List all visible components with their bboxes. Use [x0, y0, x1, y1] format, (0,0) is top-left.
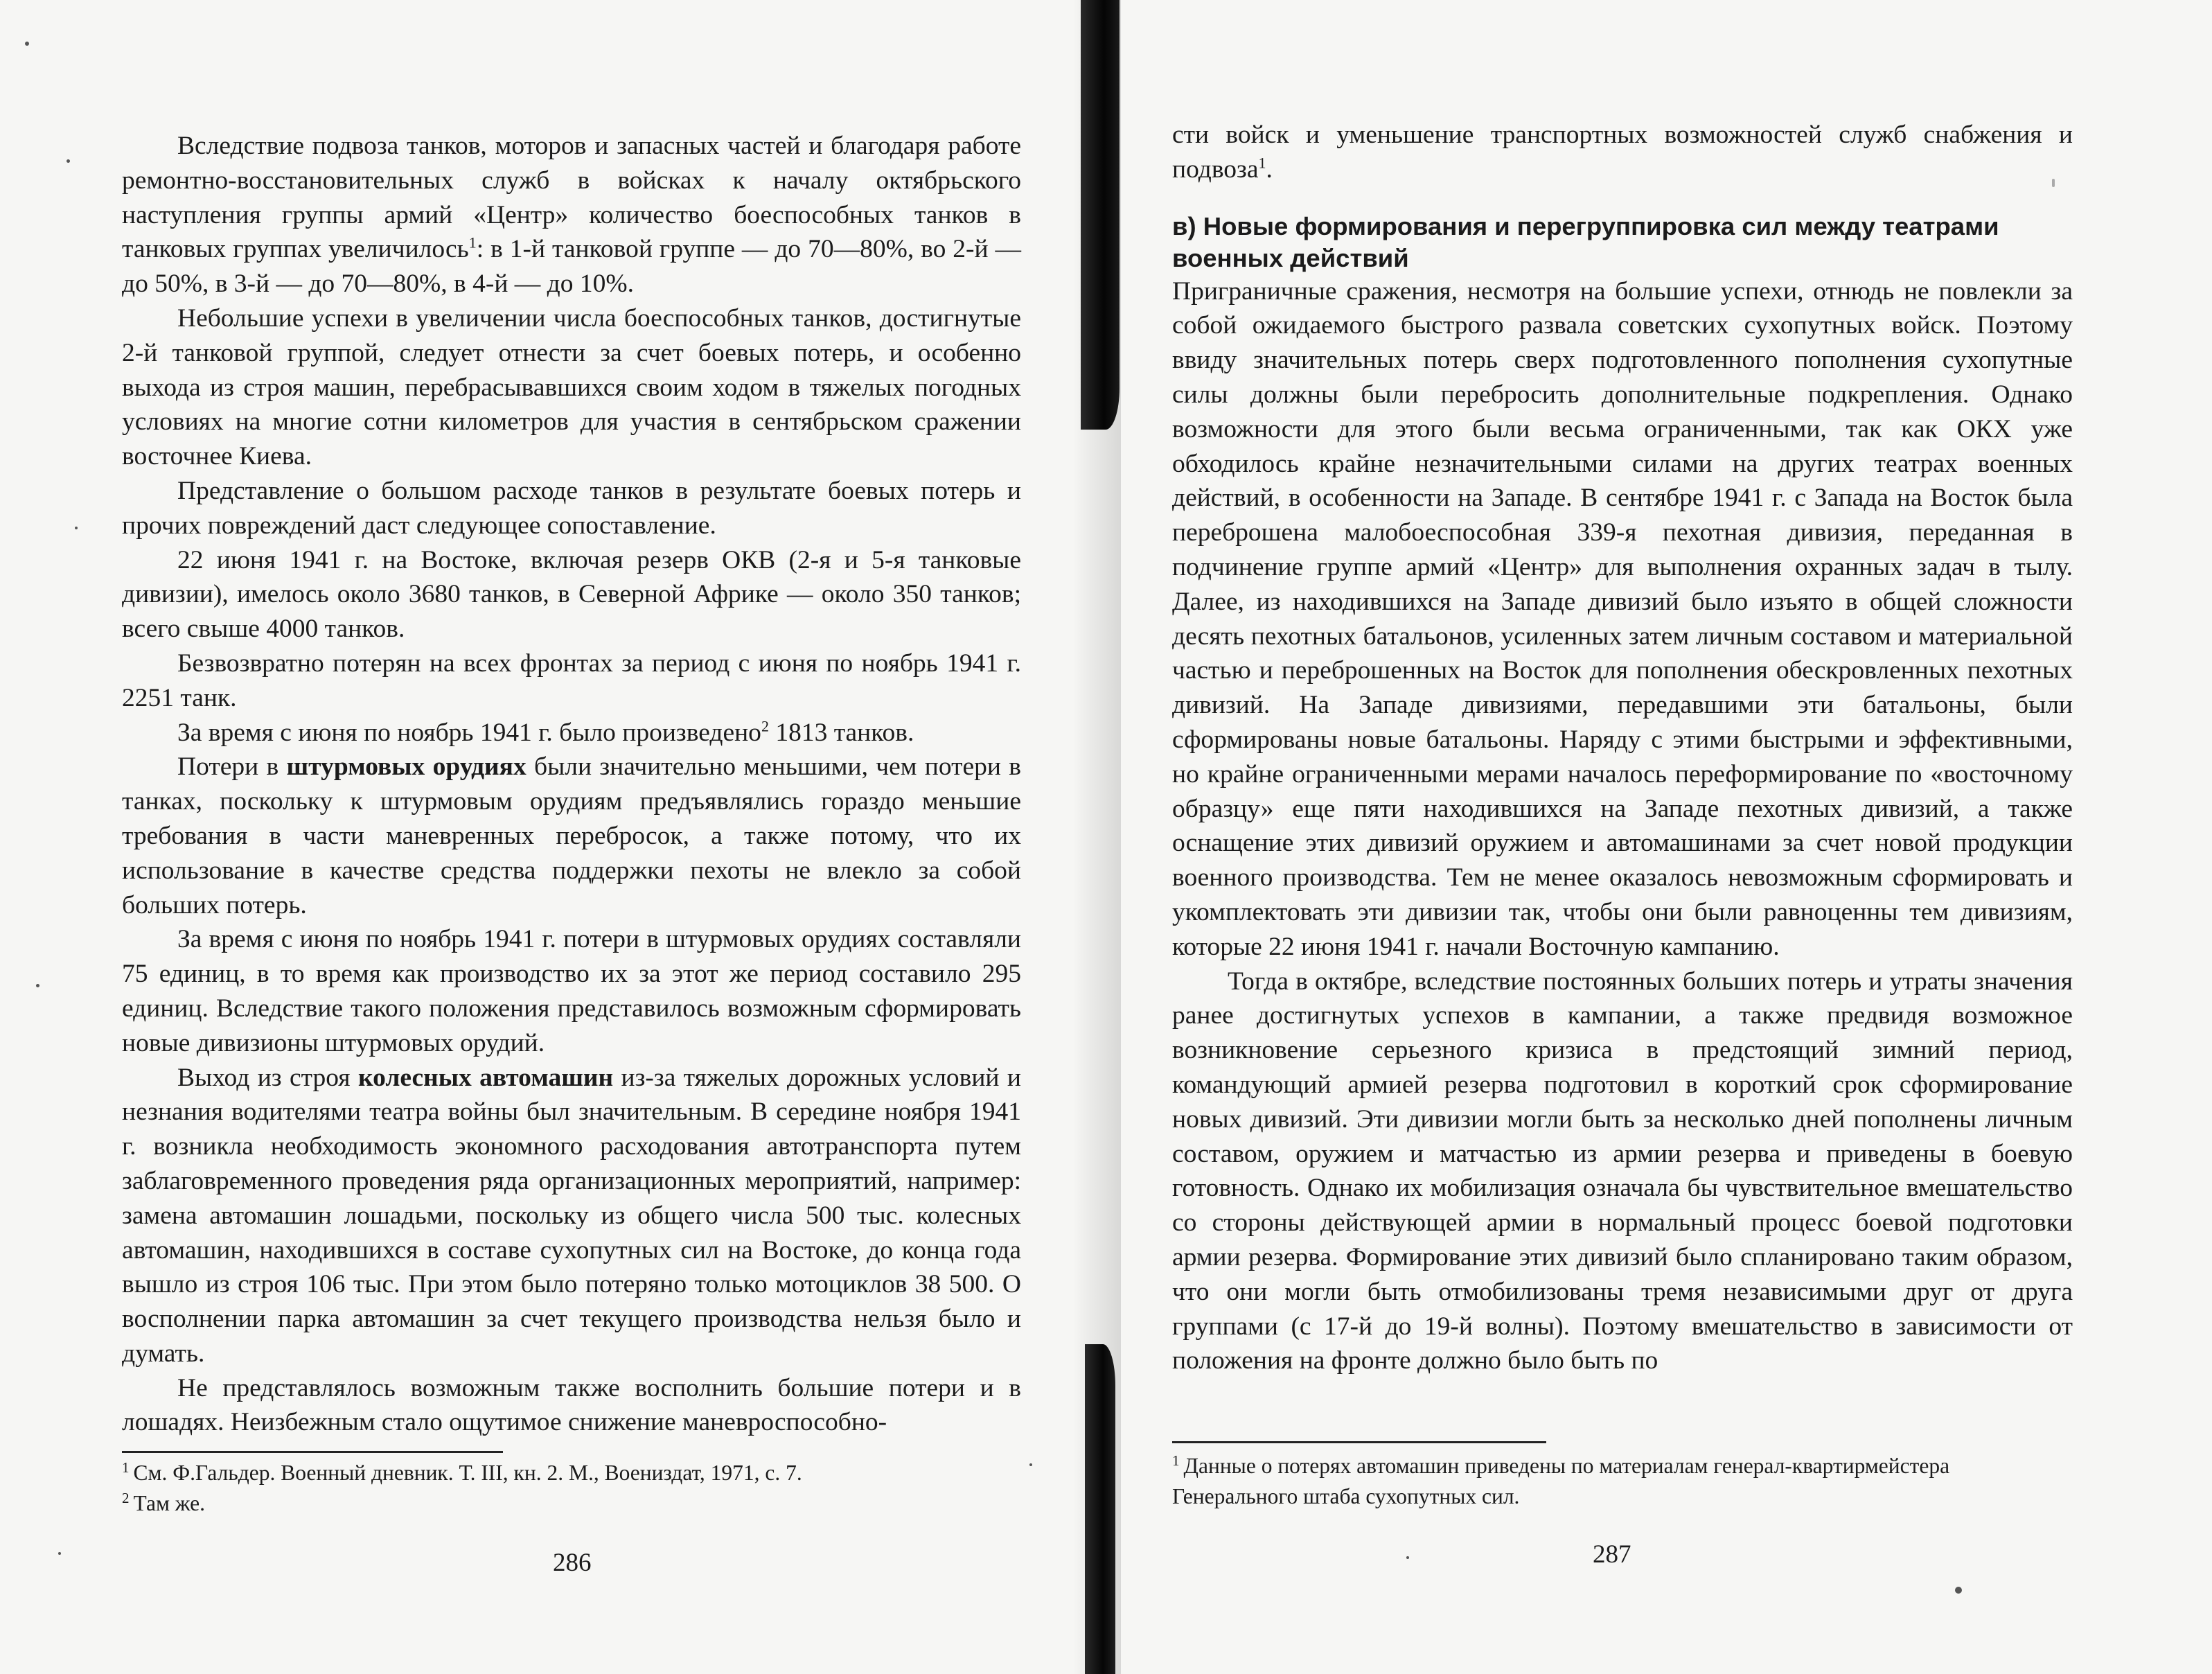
- footnote: [122, 1488, 1021, 1519]
- left-footnote-rule: [122, 1451, 503, 1453]
- scan-speck: [75, 527, 78, 529]
- footnote-text: См. Ф.Гальдер. Военный дневник. Т. III, кн. 2. М., Воениздат, 1971, с. 7.: [133, 1461, 802, 1485]
- scan-speck: [1406, 1556, 1409, 1559]
- emphasis-text: штурмовых орудиях: [286, 752, 527, 782]
- scan-speck: [1955, 1587, 1962, 1594]
- text-run: Вследствие подвоза танков, моторов и запасных частей и благодаря работе ремонтно-восстановительных служб в войсках к началу октябрьского наступления группы армий «Центр» количество боеспособных танков в танковых группах увеличилось: [122, 132, 1021, 264]
- text-run: 22 июня 1941 г. на Востоке, включая резерв ОКВ (2-я и 5-я танковые дивизии), имелось около 3680 танков, в Северной Африке — около 350 танков; всего свыше 4000 танков.: [122, 545, 1021, 644]
- text-run: Не представлялось возможным также восполнить большие потери и в лошадях. Неизбежным стало ощутимое снижение маневроспособно-: [122, 1373, 1021, 1437]
- text-run: Представление о большом расходе танков в результате боевых потерь и прочих повреждений даст следующее сопоставление.: [122, 476, 1021, 540]
- paragraph: [122, 1061, 1021, 1371]
- paragraph: [1172, 274, 2073, 964]
- right-footnotes: [1172, 1451, 2073, 1512]
- right-page: [1106, 0, 2212, 1674]
- right-page-number: 287: [1593, 1540, 1631, 1569]
- left-footnotes: [122, 1458, 1021, 1519]
- footnote: [122, 1458, 1021, 1488]
- left-page-body: [122, 129, 1021, 1440]
- paragraph: [122, 301, 1021, 474]
- text-run: : в 1-й танковой группе — до 70—80%, во 2-й — до 50%, в 3-й — до 70—80%, в 4-й — до 10%.: [122, 235, 1021, 299]
- paragraph: [122, 129, 1021, 301]
- paragraph: [122, 716, 1021, 750]
- text-run: Тогда в октябре, вследствие постоянных больших потерь и утраты значения ранее достигнутых успехов в кампании, а также предвидя возможное возникновение серьезного кризиса в предстоящий зимний период, командующий армией резерва подготовил в короткий срок сформирование новых дивизий. Эти дивизии могли быть за несколько дней пополнены личным составом, оружием и матчастью из армии резерва и приведены в боевую готовность. Однако их мобилизация означала бы чувствительное вмешательство со стороны действующей армии в нормальный процесс боевой подготовки армии резерва. Формирование этих дивизий было спланировано таким образом, что они могли быть отмобилизованы тремя независимыми друг от друга группами (с 17-й до 19-й волны). Поэтому вмешательство в зависимости от положения на фронте должно было быть по: [1172, 967, 2073, 1375]
- scan-speck: [58, 1552, 61, 1555]
- paragraph: [122, 474, 1021, 543]
- footnote-ref: 1: [1258, 154, 1266, 172]
- footnote-number: 1: [122, 1459, 130, 1476]
- footnote-ref: 2: [761, 717, 769, 735]
- paragraph: [122, 543, 1021, 646]
- right-footnote-rule: [1172, 1441, 1546, 1443]
- left-page-number: 286: [553, 1549, 592, 1577]
- footnote: [1172, 1451, 2073, 1512]
- text-run: были значительно меньшими, чем потери в танках, поскольку к штурмовым орудиям предъявлялись гораздо меньшие требования в части маневренных перебросок, а также потому, что их использование в качестве средства поддержки пехоты не влекло за собой больших потерь.: [122, 752, 1021, 919]
- footnote-number: 2: [122, 1489, 130, 1506]
- scan-speck: [67, 159, 70, 163]
- footnote-ref: 1: [468, 234, 477, 252]
- text-run: Выход из строя: [177, 1063, 358, 1092]
- section-heading: в) Новые формирования и перегруппировка сил между театрами военных действий: [1172, 211, 1999, 272]
- scan-speck: [1029, 1463, 1032, 1466]
- paragraph: [122, 750, 1021, 922]
- paragraph: [1172, 964, 2073, 1379]
- paragraph: [122, 1371, 1021, 1440]
- scan-speck: [25, 42, 29, 46]
- scan-speck: [36, 984, 39, 987]
- text-run: сти войск и уменьшение транспортных возможностей служб снабжения и подвоза: [1172, 121, 2073, 184]
- right-page-body: [1172, 118, 2073, 1378]
- scan-speck: [2052, 179, 2055, 187]
- text-run: Безвозвратно потерян на всех фронтах за период с июня по ноябрь 1941 г. 2251 танк.: [122, 649, 1021, 712]
- text-run: Небольшие успехи в увеличении числа боеспособных танков, достигнутые 2-й танковой группой, следует отнести за счет боевых потерь, и особенно выхода из строя машин, перебрасывавшихся своим ходом в тяжелых погодных условиях на многие сотни километров для участия в сентябрьском сражении восточнее Киева.: [122, 303, 1021, 471]
- text-run: Потери в: [177, 752, 287, 782]
- text-run: 1813 танков.: [768, 718, 914, 747]
- footnote-text: Данные о потерях автомашин приведены по материалам генерал-квартирмейстера Генерального штаба сухопутных сил.: [1172, 1454, 1950, 1508]
- footnote-text: Там же.: [133, 1491, 205, 1515]
- footnote-number: 1: [1172, 1452, 1180, 1469]
- emphasis-text: колесных автомашин: [357, 1063, 614, 1092]
- text-run: Приграничные сражения, несмотря на большие успехи, отнюдь не повлекли за собой ожидаемого быстрого развала советских сухопутных войск. Поэтому ввиду значительных потерь сверх подготовленного пополнения сухопутные силы должны были перебросить дополнительные подкрепления. Однако возможности для этого были весьма ограниченными, так как ОКХ уже обходилось крайне незначительными силами на других театрах военных действий, в особенности на Западе. В сентябре 1941 г. с Запада на Восток была переброшена малобоеспособная 339-я пехотная дивизия, переданная в подчинение группе армий «Центр» для выполнения охранных задач в тылу. Далее, из находившихся на Западе дивизий было изъято в общей сложности десять пехотных батальонов, усиленных затем личным составом и материальной частью и переброшенных на Восток для пополнения обескровленных пехотных дивизий. На Западе дивизиями, передавшими эти батальоны, были сформированы новые батальоны. Наряду с этими быстрыми и эффективными, но крайне ограниченными мерами началось переформирование по «восточному образцу» еще пяти находившихся на Западе пехотных дивизий, а также оснащение этих дивизий оружием и автомашинами за счет новой продукции военного производства. Тем не менее оказалось невозможным сформировать и укомплектовать эти дивизии так, чтобы они были равноценны тем дивизиям, которые 22 июня 1941 г. начали Восточную кампанию.: [1172, 276, 2073, 961]
- text-run: За время с июня по ноябрь 1941 г. потери в штурмовых орудиях составляли 75 единиц, в то время как производство их за этот же период составило 295 единиц. Вследствие такого положения представилось возможным сформировать новые дивизионы штурмовых орудий.: [122, 925, 1021, 1057]
- paragraph: [122, 922, 1021, 1060]
- paragraph: [122, 646, 1021, 716]
- text-run: За время с июня по ноябрь 1941 г. было произведено: [177, 718, 761, 747]
- right-paragraphs: [1172, 274, 2073, 1379]
- continuation-paragraph: [1172, 118, 2073, 187]
- text-run: из-за тяжелых дорожных условий и незнания водителями театра войны был значительным. В середине ноября 1941 г. возникла необходимость экономного расходования автотранспорта путем заблаговременного проведения ряда организационных мероприятий, например: замена автомашин лошадьми, поскольку из общего числа 500 тыс. колесных автомашин, находившихся в составе сухопутных сил на Востоке, до конца года вышло из строя 106 тыс. При этом было потеряно только мотоциклов 38 500. О восполнении парка автомашин за счет текущего производства нельзя было и думать.: [122, 1063, 1021, 1368]
- text-run: .: [1266, 155, 1273, 184]
